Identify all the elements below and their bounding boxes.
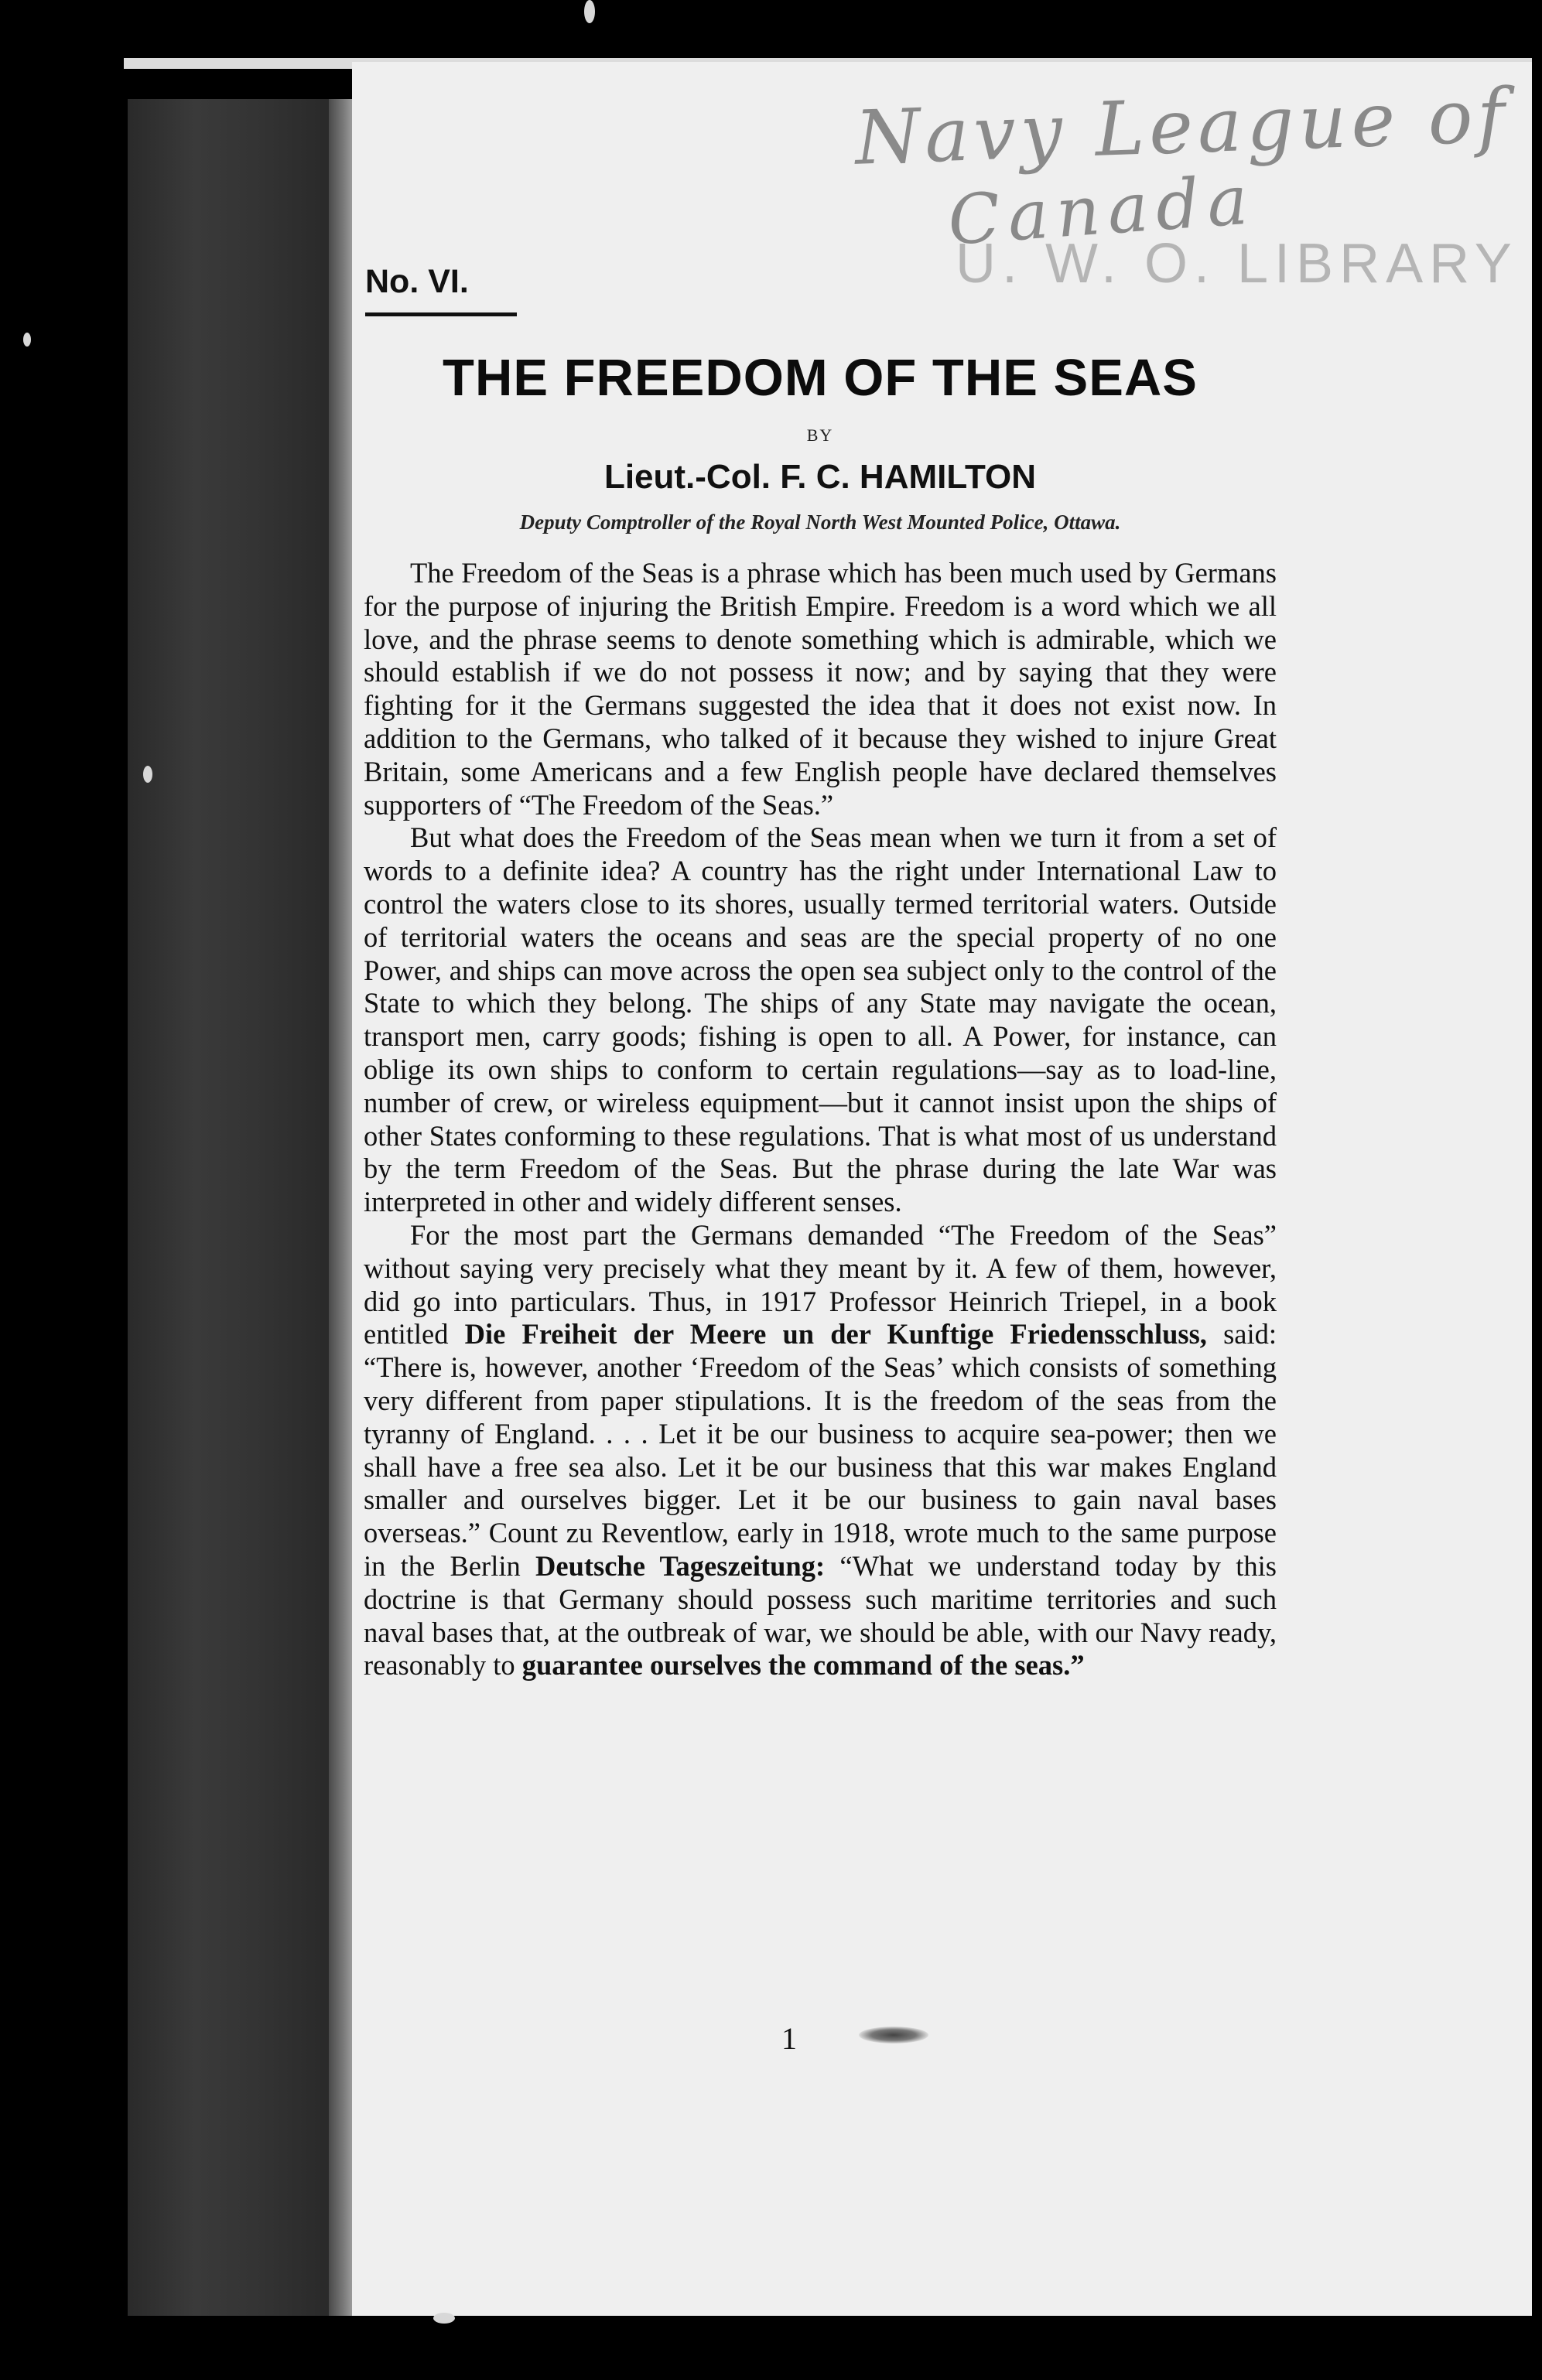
book-spine	[128, 99, 352, 2316]
page-number: 1	[781, 2021, 797, 2056]
paragraph-2: But what does the Freedom of the Seas mean when we turn it from a set of words to a definite idea? A country has the right under International Law to control the waters close to its shores, usually termed territorial waters. Outside of territorial waters the oceans and seas are the special property of no one Power, and ships can move across the open sea subject only to the control of the State to which they belong. The ships of any State may navigate the ocean, transport men, carry goods; fishing is open to all. A Power, for instance, can oblige its own ships to conform to certain regulations—say as to load-line, number of crew, or wireless equipment—but it cannot insist upon the ships of other States conforming to these regulations. That is what most of us understand by the term Freedom of the Seas. But the phrase during the late War was interpreted in other and widely different senses.	[364, 821, 1277, 1218]
scan-speck	[23, 333, 31, 347]
author-affiliation: Deputy Comptroller of the Royal North West Mounted Police, Ottawa.	[519, 510, 1121, 534]
author-name: Lieut.-Col. F. C. HAMILTON	[603, 458, 1037, 496]
newspaper-title: Deutsche Tageszeitung:	[535, 1549, 826, 1582]
series-number: No. VI.	[365, 263, 469, 300]
paragraph-3-text-a: For the most part the Germans demanded “The Freedom of the Seas” without saying very precisely what they meant by it. A few of them, however, did go into particulars. Thus, in 1917 Professor Heinrich Triepel, in a book entitled	[364, 1218, 1277, 1350]
library-stamp: U. W. O. LIBRARY	[956, 233, 1518, 295]
emphasized-quote: guarantee ourselves the command of the seas.”	[521, 1649, 1085, 1682]
paragraph-3	[364, 1219, 1277, 1682]
handwritten-annotation-line2: Canada	[945, 159, 1258, 261]
scan-speck	[584, 0, 595, 23]
page-title: THE FREEDOM OF THE SEAS	[443, 349, 1198, 407]
book-title: Die Freiheit der Meere un der Kunftige Friedensschluss,	[464, 1318, 1207, 1350]
byline-by: BY	[806, 425, 834, 445]
ink-smudge	[859, 2027, 928, 2044]
paragraph-3-text-b: said: “There is, however, another ‘Freedom of the Seas’ which consists of something very different from paper stipulations. It is the freedom of the seas from the tyranny of England. . . . Let it be our business to acquire sea-power; then we shall have a free sea also. Let it be our business that this war makes England smaller and ourselves bigger. Let it be our business to gain naval bases overseas.” Count zu Reventlow, early in 1918, wrote much to the same purpose in the Berlin	[364, 1318, 1277, 1582]
paragraph-1: The Freedom of the Seas is a phrase which has been much used by Germans for the purpose of injuring the British Empire. Freedom is a word which we all love, and the phrase seems to denote something which is admirable, which we should establish if we do not possess it now; and by saying that they were fighting for it the Germans suggested the idea that it does not exist now. In addition to the Germans, who talked of it because they wished to injure Great Britain, some Americans and a few English people have declared themselves supporters of “The Freedom of the Seas.”	[364, 557, 1277, 821]
paragraph-3-text-c: “What we understand today by this doctrine is that Germany should possess such maritime territories and such naval bases that, at the outbreak of war, we should be able, with our Navy ready, reasonably to	[364, 1549, 1277, 1682]
spine-edge	[329, 99, 352, 2316]
scan-speck	[143, 766, 152, 783]
series-underline	[365, 312, 517, 316]
handwritten-annotation-line1: Navy League of	[853, 72, 1511, 182]
article-body	[364, 557, 1277, 1682]
scan-speck	[433, 2313, 455, 2324]
